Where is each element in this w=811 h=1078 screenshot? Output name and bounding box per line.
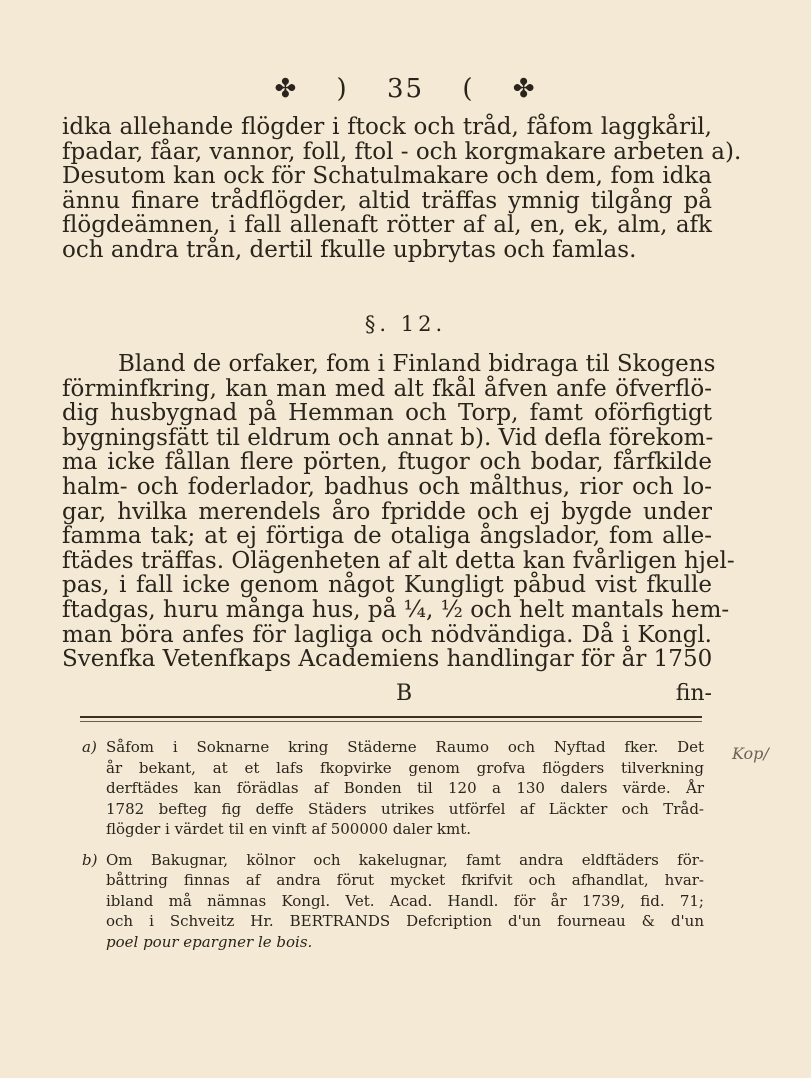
footnote-line: år bekant, at et lafs fkopvirke genom grofva flögders tilverkning [106, 758, 704, 777]
signature-mark: B [396, 681, 413, 706]
footnote-line: båttring finnas af andra förut mycket fkrifvit och afhandlat, hvar- [106, 871, 704, 889]
text-line: flögdeämnen, i fall allenaft rötter af al, en, ek, alm, afk [62, 212, 712, 239]
text-line: fpadar, fåar, vannor, foll, ftol - och korgmakare arbeten a). [62, 138, 742, 165]
text-line: halm- och foderlador, badhus och målthus, rior och lo- [62, 473, 712, 500]
footnote-line: Om Bakugnar, kölnor och kakelugnar, famt andra eldftäders för- [106, 850, 704, 869]
catchword: fin- [675, 681, 712, 706]
footnotes [82, 737, 704, 962]
footnote-line: flögder i värdet til en vinft af 500000 daler kmt. [106, 820, 472, 838]
text-line: ftadgas, huru många hus, på ¼, ½ och helt mantals hem- [62, 596, 730, 623]
paragraph-2 [62, 351, 735, 673]
text-line: gar, hvilka merendels åro fpridde och ej bygde under [62, 498, 712, 525]
footnote-line: och i Schveitz Hr. BERTRANDS Defcription d'un fourneau & d'un [106, 912, 704, 930]
footnote-marker: a) [82, 738, 97, 756]
text-line: Svenfka Vetenfkaps Academiens handlingar för år 1750 [62, 646, 713, 673]
section-heading: §. 12. [364, 312, 447, 336]
page-header [0, 74, 811, 104]
footnote-marker: b) [82, 850, 98, 869]
text-line: bygningsfätt til eldrum och annat b). Vid defla förekom- [62, 424, 714, 451]
right-ornament-icon: ✤ [512, 74, 537, 104]
text-line: famma tak; at ej förtiga de otaliga ångslador, fom alle- [62, 523, 712, 550]
text-line: och andra trån, dertil fkulle upbrytas och famlas. [62, 236, 637, 263]
footnote-rule-thin [80, 721, 702, 722]
text-line: man böra anfes för lagliga och nödvändiga. Då i Kongl. [62, 621, 712, 648]
footnote-line: poel pour epargner le bois. [106, 932, 313, 951]
right-bracket: ( [462, 74, 475, 104]
footnote-line: 1782 befteg fig deffe Städers utrikes utförfel af Läckter och Tråd- [106, 799, 704, 818]
handwritten-margin-note: Kop/ [732, 744, 769, 763]
paragraph-1 [62, 114, 742, 263]
footnote-rule [80, 716, 702, 718]
left-bracket: ) [336, 74, 349, 104]
footnote-line: Såfom i Soknarne kring Städerne Raumo och Nyftad fker. Det [106, 738, 704, 756]
text-line: ännu finare trådflögder, altid träffas ymnig tilgång på [62, 187, 712, 214]
text-line: idka allehande flögder i ftock och tråd, fåfom laggkåril, [62, 114, 712, 140]
text-line: Bland de orfaker, fom i Finland bidraga til Skogens [118, 351, 716, 377]
footnote-line: ibland må nämnas Kongl. Vet. Acad. Handl. för år 1739, fid. 71; [106, 891, 704, 910]
text-line: förminfkring, kan man med alt fkål åfven anfe öfverflö- [62, 375, 712, 402]
text-line: ftädes träffas. Olägenheten af alt detta kan fvårligen hjel- [62, 547, 735, 574]
footnote-line: derftädes kan förädlas af Bonden til 120 a 130 dalers värde. År [106, 779, 704, 797]
page-number: 35 [386, 74, 425, 104]
text-line: pas, i fall icke genom något Kungligt påbud vist fkulle [62, 572, 712, 599]
left-ornament-icon: ✤ [274, 74, 299, 104]
text-line: Desutom kan ock för Schatulmakare och dem, fom idka [62, 163, 712, 190]
text-line: ma icke fållan flere pörten, ftugor och bodar, fårfkilde [62, 449, 712, 476]
footnote-b [82, 850, 704, 953]
text-line: dig husbygnad på Hemman och Torp, famt oförfigtigt [62, 400, 712, 427]
signature-line [62, 681, 712, 709]
footnote-a [82, 737, 704, 840]
